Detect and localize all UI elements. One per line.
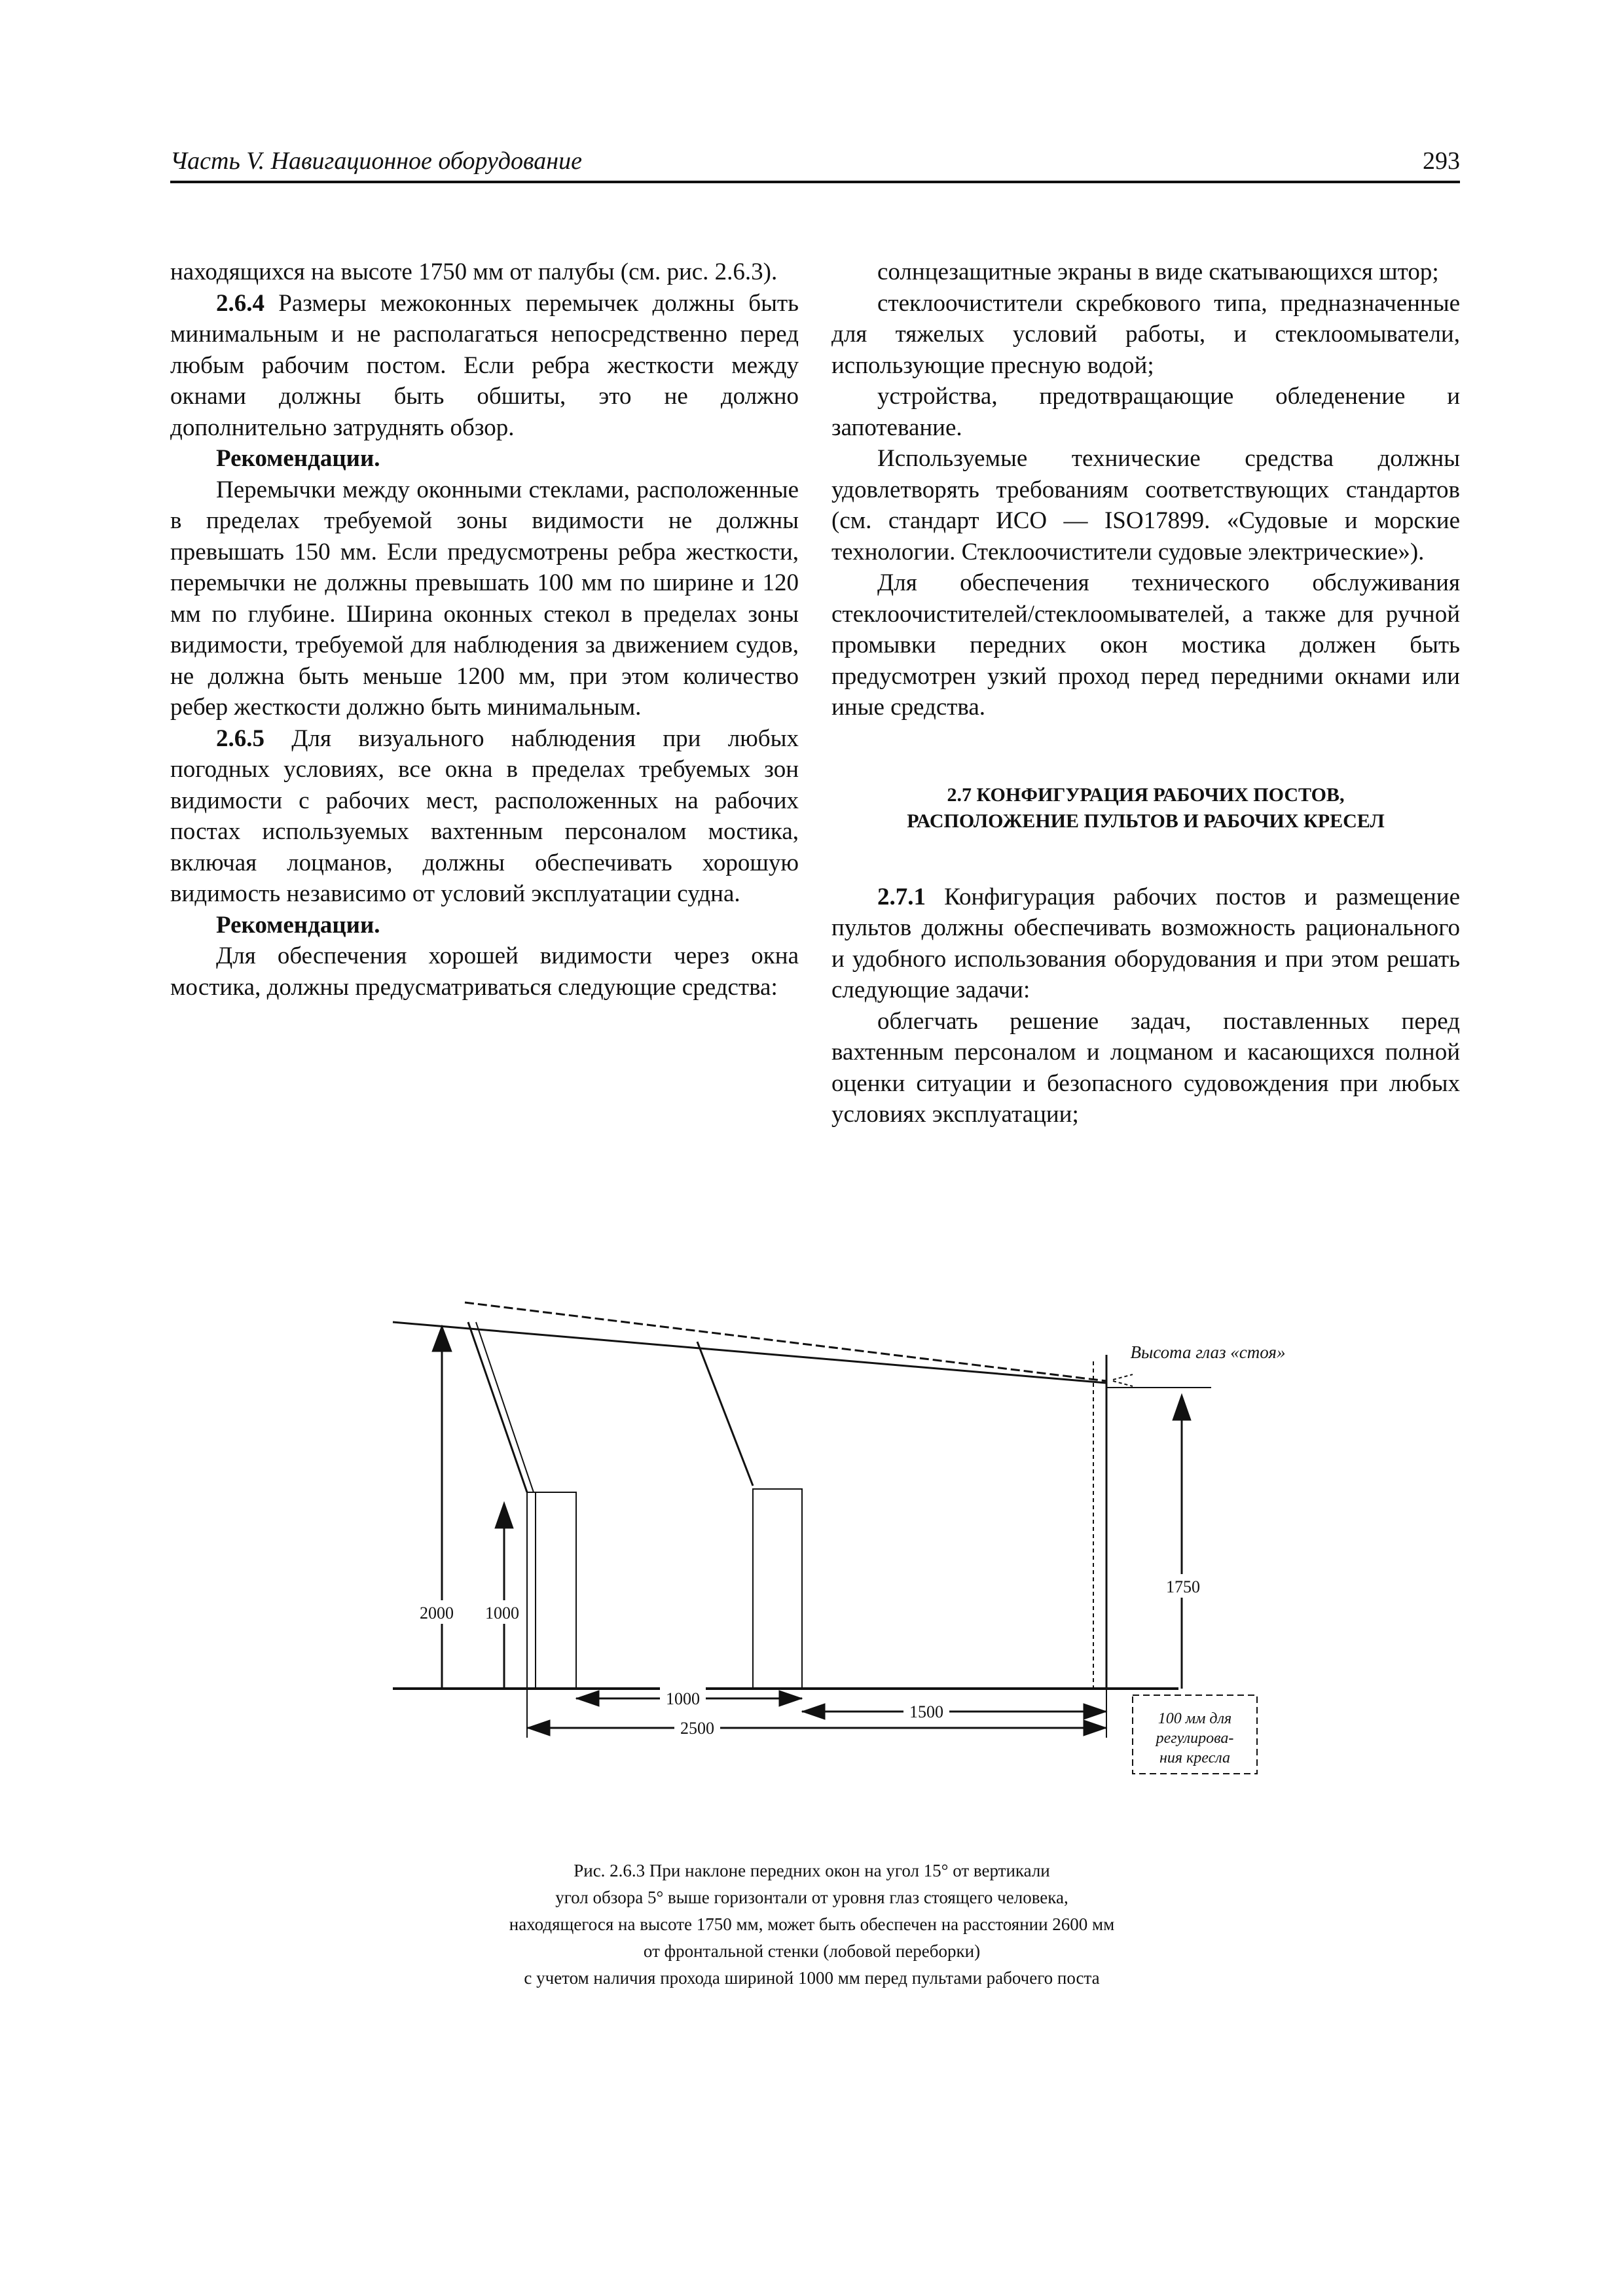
dimension-arrow-left <box>527 1720 550 1736</box>
dimension-1000-vertical-label: 1000 <box>485 1604 519 1623</box>
recommendations-heading: Рекомендации. <box>216 911 380 939</box>
figure-caption <box>367 1857 1257 1992</box>
paragraph: Для обеспечения технического обслуживания стеклоочистителей/стеклоомывателей, а также для ручной промывки передних окон мостика должен быть предусмотрен узкий проход перед передними окнами или иные средства. <box>831 569 1460 721</box>
section-title-line-2: РАСПОЛОЖЕНИЕ ПУЛЬТОВ И РАБОЧИХ КРЕСЕЛ <box>907 810 1385 832</box>
dimension-arrow-right <box>779 1691 802 1706</box>
console-front <box>527 1492 576 1689</box>
dimension-1000-arrow <box>495 1502 513 1528</box>
dimension-1750-arrow <box>1173 1394 1191 1420</box>
dimension-arrow-left <box>576 1691 599 1706</box>
dimension-2000-label: 2000 <box>420 1604 454 1623</box>
left-column <box>170 257 799 1003</box>
dimension-1750-label: 1750 <box>1166 1577 1200 1596</box>
section-title-line-1: 2.7 КОНФИГУРАЦИЯ РАБОЧИХ ПОСТОВ, <box>947 783 1345 806</box>
console-rear <box>753 1489 802 1689</box>
paragraph: стеклоочистители скребкового типа, предназначенные для тяжелых условий работы, и стеклоомыватели, использующие пресную водой; <box>831 289 1460 379</box>
clause-number: 2.7.1 <box>877 883 926 910</box>
paragraph: Используемые технические средства должны удовлетворять требованиям соответствующих стандартов (см. стандарт ИСО — ISO17899. «Судовые и морские технологии. Стеклоочистители судовые электрические»). <box>831 445 1460 565</box>
sight-line-dashed <box>465 1302 1106 1381</box>
running-title: Часть V. Навигационное оборудование <box>170 147 582 175</box>
paragraph: Перемычки между оконными стеклами, расположенные в пределах требуемой зоны видимости не должны превышать 150 мм. Если предусмотрены ребра жесткости, перемычки не должны превышать 100 мм по ширине и 120 мм по глубине. Ширина оконных стекол в пределах зоны видимости, требуемой для наблюдения за движением судов, не должна быть меньше 1200 мм, при этом количество ребер жесткости должно быть минимальным. <box>170 476 799 721</box>
paragraph: устройства, предотвращающие обледенение и запотевание. <box>831 383 1460 441</box>
bridge-window-diagram <box>367 1276 1296 1826</box>
dimension-arrow-right <box>1084 1720 1106 1736</box>
sight-line-tick <box>1113 1381 1133 1386</box>
rear-window-line <box>697 1342 753 1486</box>
front-window-line <box>476 1322 534 1492</box>
seat-note-line-2: регулирова- <box>1156 1730 1234 1747</box>
page-number: 293 <box>1423 147 1460 175</box>
clause-text: Размеры межоконных перемычек должны быть минимальным и не располагаться непосредственно перед любым рабочим постом. Если ребра жесткости между окнами должны быть обшиты, это не должно дополнительно затруднять обзор. <box>170 289 799 441</box>
dimension-1500-label: 1500 <box>909 1702 943 1721</box>
paragraph-2-6-4 <box>170 288 799 444</box>
clause-number: 2.6.4 <box>216 289 264 317</box>
caption-line: угол обзора 5° выше горизонтали от уровня глаз стоящего человека, <box>555 1888 1068 1907</box>
page-header <box>170 143 1460 183</box>
paragraph-2-6-5 <box>170 723 799 910</box>
figure-2-6-3 <box>367 1276 1296 1826</box>
dimension-arrow-right <box>1084 1704 1106 1719</box>
caption-line: находящегося на высоте 1750 мм, может быть обеспечен на расстоянии 2600 мм <box>509 1914 1115 1934</box>
caption-line: с учетом наличия прохода шириной 1000 мм перед пультами рабочего поста <box>524 1968 1100 1988</box>
clause-number: 2.6.5 <box>216 725 264 752</box>
right-column <box>831 257 1460 1130</box>
paragraph: находящихся на высоте 1750 мм от палубы (см. рис. 2.6.3). <box>170 259 778 285</box>
paragraph: Для обеспечения хорошей видимости через окна мостика, должны предусматриваться следующие средства: <box>170 942 799 1001</box>
paragraph: солнцезащитные экраны в виде скатывающихся штор; <box>877 259 1439 285</box>
clause-text: Конфигурация рабочих постов и размещение пультов должны обеспечивать возможность рационального и удобного использования оборудования и при этом решать следующие задачи: <box>831 883 1460 1003</box>
dimension-1000-horizontal-label: 1000 <box>666 1689 700 1708</box>
caption-line: Рис. 2.6.3 При наклоне передних окон на угол 15° от вертикали <box>574 1861 1050 1880</box>
dimension-2000-arrow <box>432 1325 452 1352</box>
paragraph: облегчать решение задач, поставленных перед вахтенным персоналом и лоцманом и касающихся полной оценки ситуации и безопасного судовождения при любых условиях эксплуатации; <box>831 1007 1460 1128</box>
seat-note-line-1: 100 мм для <box>1158 1710 1232 1727</box>
section-title <box>831 782 1460 834</box>
paragraph-2-7-1 <box>831 882 1460 1006</box>
seat-note-line-3: ния кресла <box>1159 1749 1231 1767</box>
sight-line <box>393 1322 1106 1383</box>
dimension-arrow-left <box>802 1704 825 1719</box>
clause-text: Для визуального наблюдения при любых погодных условиях, все окна в пределах требуемых зон видимости с рабочих мест, расположенных на рабочих постах используемых вахтенным персоналом мостика, включая лоцманов, должны обеспечивать хорошую видимость независимо от условий эксплуатации судна. <box>170 725 799 907</box>
eye-height-label: Высота глаз «стоя» <box>1130 1342 1286 1362</box>
sight-line-tick <box>1113 1374 1133 1380</box>
recommendations-heading: Рекомендации. <box>216 445 380 472</box>
front-window-line <box>468 1322 527 1492</box>
caption-line: от фронтальной стенки (лобовой переборки) <box>643 1941 981 1961</box>
dimension-2500-label: 2500 <box>680 1719 714 1738</box>
